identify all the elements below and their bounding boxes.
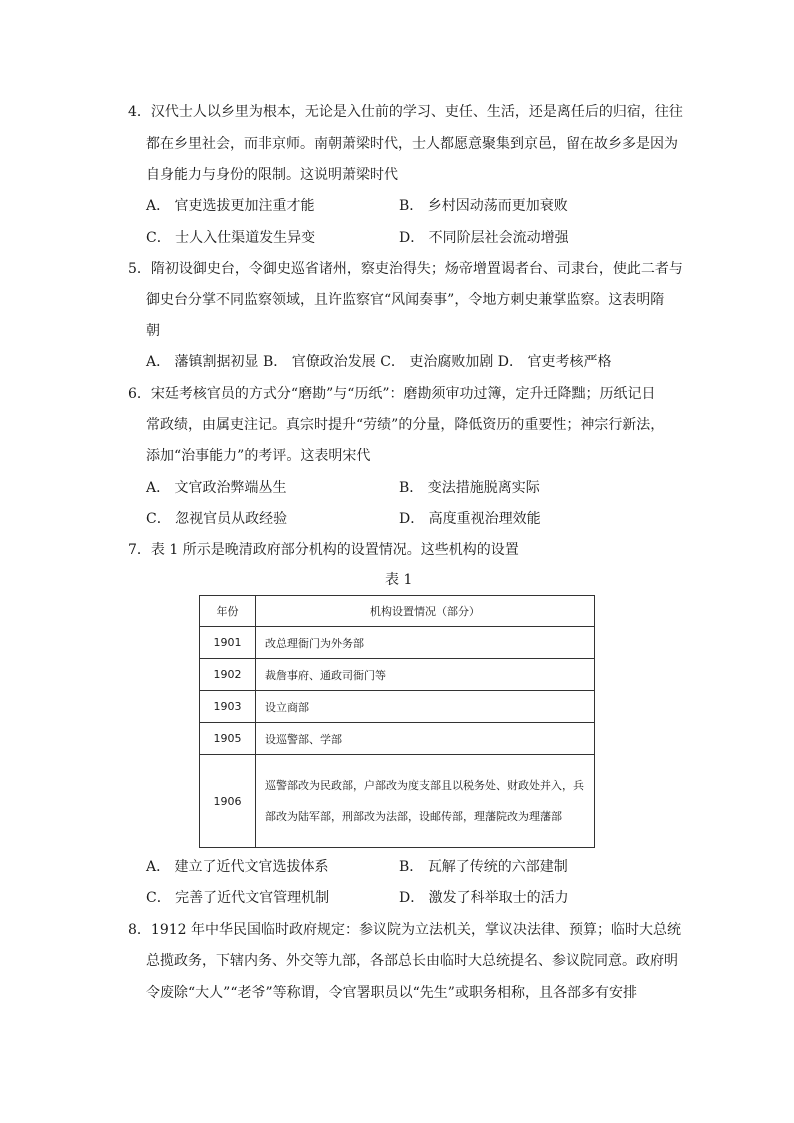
question-7-option-d: D． 激发了科举取士的活力 bbox=[399, 890, 569, 906]
question-4-line-2: 都在乡里社会，而非京师。南朝萧梁时代，士人都愿意聚集到京邑，留在故乡多是因为 bbox=[146, 136, 678, 152]
question-7-option-c: C． 完善了近代文官管理机制 bbox=[146, 890, 330, 906]
question-6-option-b: B． 变法措施脱离实际 bbox=[399, 480, 540, 496]
table-cell-year: 1905 bbox=[200, 723, 256, 755]
table-caption: 表 1 bbox=[385, 572, 413, 588]
question-6-option-c: C． 忽视官员从政经验 bbox=[146, 511, 288, 527]
question-8-line-3: 令废除“大人”“老爷”等称谓，令官署职员以“先生”或职务相称，且各部多有安排 bbox=[146, 985, 637, 1001]
table-cell-desc: 设巡警部、学部 bbox=[256, 723, 595, 755]
table-header-year: 年份 bbox=[200, 596, 256, 627]
table-row bbox=[200, 691, 595, 723]
table-cell-year: 1903 bbox=[200, 691, 256, 723]
table-cell-year: 1906 bbox=[200, 755, 256, 848]
question-4-option-c: C． 士人入仕渠道发生异变 bbox=[146, 230, 316, 246]
question-4-option-b: B． 乡村因动荡而更加衰败 bbox=[399, 198, 568, 214]
table-row bbox=[200, 627, 595, 659]
question-7-line-1: 7．表 1 所示是晚清政府部分机构的设置情况。这些机构的设置 bbox=[128, 542, 519, 558]
question-7-option-b: B． 瓦解了传统的六部建制 bbox=[399, 859, 568, 875]
question-4-line-1: 4．汉代士人以乡里为根本，无论是入仕前的学习、吏任、生活，还是离任后的归宿，往往 bbox=[128, 104, 683, 120]
question-8-line-1: 8．1912 年中华民国临时政府规定：参议院为立法机关，掌议决法律、预算；临时大总统 bbox=[128, 922, 681, 938]
table-cell-desc: 设立商部 bbox=[256, 691, 595, 723]
table-cell-desc: 巡警部改为民政部，户部改为度支部且以税务处、财政处并入，兵部改为陆军部，刑部改为法部，设邮传部，理藩院改为理藩部 bbox=[256, 755, 595, 848]
table-row bbox=[200, 659, 595, 691]
question-4-option-d: D． 不同阶层社会流动增强 bbox=[399, 230, 569, 246]
table-row bbox=[200, 755, 595, 848]
question-6-option-a: A． 文官政治弊端丛生 bbox=[146, 480, 287, 496]
table-cell-year: 1901 bbox=[200, 627, 256, 659]
institution-table bbox=[199, 595, 595, 848]
question-4-line-3: 自身能力与身份的限制。这说明萧梁时代 bbox=[146, 167, 398, 183]
question-8-line-2: 总揽政务，下辖内务、外交等九部，各部总长由临时大总统提名、参议院同意。政府明 bbox=[146, 953, 678, 969]
question-6-option-d: D． 高度重视治理效能 bbox=[399, 511, 541, 527]
table-cell-desc: 改总理衙门为外务部 bbox=[256, 627, 595, 659]
table-row bbox=[200, 723, 595, 755]
question-5-options: A． 藩镇割据初显 B． 官僚政治发展 C． 吏治腐败加剧 D． 官吏考核严格 bbox=[146, 354, 612, 370]
question-5-line-3: 朝 bbox=[146, 323, 160, 339]
question-6-line-1: 6．宋廷考核官员的方式分“磨勘”与“历纸”：磨勘须审功过簿，定升迁降黜；历纸记日 bbox=[128, 386, 656, 402]
table-cell-year: 1902 bbox=[200, 659, 256, 691]
question-7-option-a: A． 建立了近代文官选拔体系 bbox=[146, 859, 329, 875]
question-4-option-a: A． 官吏选拔更加注重才能 bbox=[146, 198, 315, 214]
question-5-line-1: 5．隋初设御史台，令御史巡省诸州，察吏治得失；炀帝增置谒者台、司隶台，使此二者与 bbox=[128, 261, 683, 277]
question-5-line-2: 御史台分掌不同监察领域，且许监察官“风闻奏事”，令地方刺史兼掌监察。这表明隋 bbox=[146, 292, 665, 308]
table-header-desc: 机构设置情况（部分） bbox=[256, 596, 595, 627]
question-6-line-3: 添加“治事能力”的考评。这表明宋代 bbox=[146, 448, 371, 464]
question-6-line-2: 常政绩，由属吏注记。真宗时提升“劳绩”的分量，降低资历的重要性；神宗行新法， bbox=[146, 417, 665, 433]
table-cell-desc: 裁詹事府、通政司衙门等 bbox=[256, 659, 595, 691]
